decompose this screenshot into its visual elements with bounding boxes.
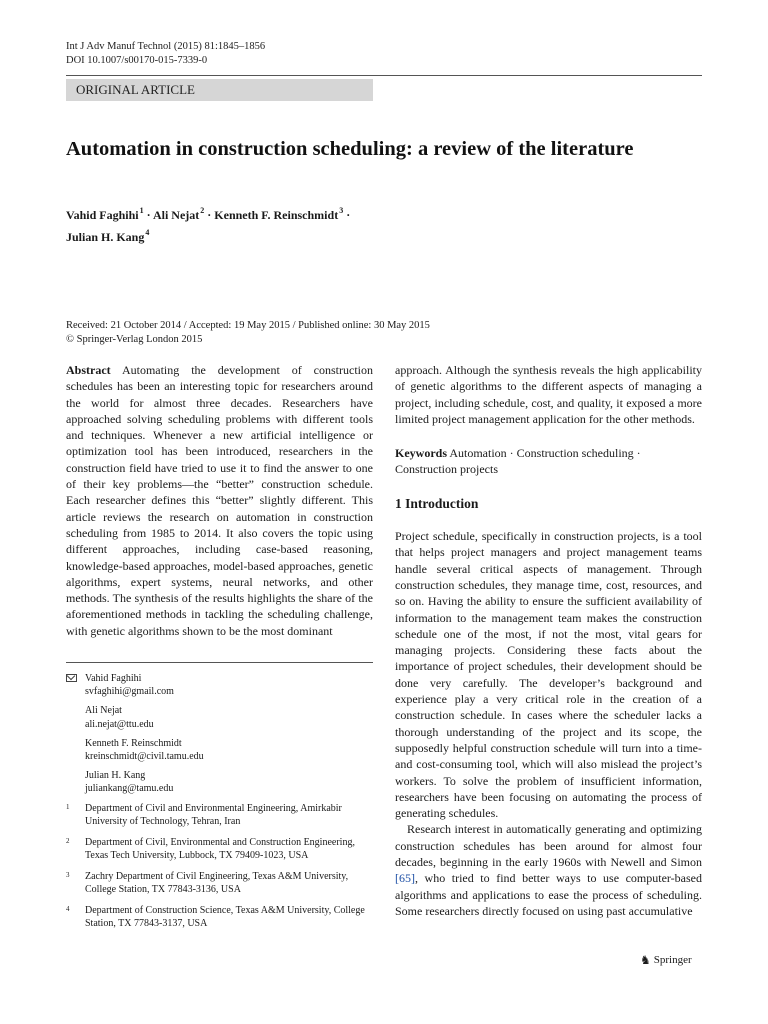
publisher-logo <box>640 953 692 967</box>
author-affil-number: 2 <box>200 206 205 215</box>
affiliation-number: 1 <box>66 803 70 811</box>
author-name[interactable]: Vahid Faghihi <box>66 208 139 222</box>
article-type-banner: ORIGINAL ARTICLE <box>66 79 373 101</box>
right-column <box>395 362 702 919</box>
author-separator: · <box>343 208 351 222</box>
intro-paragraph-2-start: Research interest in automatically generating and optimizing construction schedules has been around for almost four decades, beginning in the early 1960s with Newell and Simon <box>395 822 702 870</box>
affiliation-text: Zachry Department of Civil Engineering, Texas A&M University, College Station, TX 77843-3136, USA <box>85 871 349 895</box>
correspondent-email[interactable]: svfaghihi@gmail.com <box>85 686 174 698</box>
affiliations-block <box>66 802 373 938</box>
journal-citation: Int J Adv Manuf Technol (2015) 81:1845–1856 <box>66 41 266 52</box>
correspondent-email[interactable]: ali.nejat@ttu.edu <box>85 718 154 730</box>
keywords-text: Automation · Construction scheduling · Construction projects <box>395 446 641 477</box>
header-divider <box>66 75 702 76</box>
keywords-block <box>395 445 702 478</box>
author-affil-number: 3 <box>339 206 344 215</box>
footnote-divider <box>66 662 373 663</box>
author-affil-number: 4 <box>145 228 150 237</box>
correspondent-email[interactable]: kreinschmidt@civil.tamu.edu <box>85 751 204 763</box>
publisher-name: Springer <box>653 954 692 966</box>
author-name[interactable]: Julian H. Kang <box>66 230 145 244</box>
correspondent-name: Ali Nejat <box>85 705 122 717</box>
springer-horse-icon: ♞ <box>640 953 651 967</box>
keywords-label: Keywords <box>395 446 447 461</box>
abstract-continuation: approach. Although the synthesis reveals the high applicability of genetic algorithms to the different aspects of managing a project, including schedule, cost, and quality, it exposed a more limited project management application for the other methods. <box>395 363 702 426</box>
journal-header <box>66 40 265 68</box>
correspondence-entry <box>66 704 373 730</box>
affiliation-entry <box>66 802 373 828</box>
correspondent-email[interactable]: juliankang@tamu.edu <box>85 783 174 795</box>
correspondent-name: Vahid Faghihi <box>85 673 142 684</box>
copyright-notice: © Springer-Verlag London 2015 <box>66 334 203 345</box>
correspondence-block <box>66 672 373 802</box>
abstract-column <box>66 362 373 639</box>
received-accepted-published: Received: 21 October 2014 / Accepted: 19 May 2015 / Published online: 30 May 2015 <box>66 320 430 331</box>
author-name[interactable]: Ali Nejat <box>152 208 200 222</box>
section-heading-introduction: 1 Introduction <box>395 495 479 511</box>
author-name[interactable]: Kenneth F. Reinschmidt <box>214 208 339 222</box>
abstract-text: Automating the development of construction schedules has been an interesting topic for researchers around the world for almost three decades. Researchers have approached solving scheduling problems with different tools and techniques. Whenever a new artificial intelligence or optimization tool has been introduced, researchers in the construction field have tried to use it to find the answer to one of their key problems—the “better” construction schedule. Each researcher defines this “better” slightly different. This article reviews the research on automation in construction scheduling from 1985 to 2014. It also covers the topic using different approaches, including case-based reasoning, knowledge-based approaches, model-based approaches, genetic algorithms, expert systems, neural networks, and other methods. The synthesis of the results highlights the share of the aforementioned methods in tackling the scheduling challenge, with genetic algorithms shown to be the most dominant <box>66 363 373 638</box>
affiliation-number: 4 <box>66 905 70 913</box>
affiliation-text: Department of Civil, Environmental and Construction Engineering, Texas Tech University, Lubbock, TX 79409-1023, USA <box>85 837 355 861</box>
author-separator: · <box>143 208 153 222</box>
correspondent-name: Kenneth F. Reinschmidt <box>85 737 182 749</box>
doi-link[interactable]: DOI 10.1007/s00170-015-7339-0 <box>66 55 208 66</box>
correspondence-entry <box>66 769 373 795</box>
correspondence-entry <box>66 737 373 763</box>
affiliation-number: 2 <box>66 837 70 845</box>
intro-paragraph-2 <box>395 821 702 919</box>
affiliation-entry <box>66 904 373 930</box>
correspondence-entry <box>66 672 373 698</box>
intro-paragraph-2-end: , who tried to find better ways to use computer-based algorithms and applications to ease the process of scheduling. Some researchers directly focused on using past accumulative <box>395 871 702 918</box>
affiliation-entry <box>66 836 373 862</box>
article-title: Automation in construction scheduling: a review of the literature <box>66 138 634 160</box>
affiliation-number: 3 <box>66 871 70 879</box>
author-list <box>66 202 466 246</box>
affiliation-entry <box>66 870 373 896</box>
affiliation-text: Department of Construction Science, Texas A&M University, College Station, TX 77843-3137, USA <box>85 905 365 929</box>
author-separator: · <box>204 208 215 222</box>
affiliation-text: Department of Civil and Environmental Engineering, Amirkabir University of Technology, Tehran, Iran <box>85 803 342 827</box>
correspondent-name: Julian H. Kang <box>85 770 146 782</box>
abstract-label: Abstract <box>66 363 111 377</box>
citation-link[interactable]: [65] <box>395 871 415 886</box>
publication-dates <box>66 319 430 347</box>
intro-paragraph-1: Project schedule, specifically in construction projects, is a tool that helps project managers and project management teams handle several critical aspects of management. Through construction schedules, they manage time, cost, resources, and so on. Having the ability to ensure the sufficient availability of information to the management team makes the construction schedule one of the most, if not the most, vital gears for managing projects. Considering these facts about the importance of project schedules, their development should be done very carefully. The developer’s background and experience play a very critical role in the creation of a construction schedule. In cases where the scheduler lacks a thorough understanding of the project and its scope, the supposedly helpful construction schedule will turn into a time- and cost-consuming tool, which will also mislead the project’s workers. To solve the problem of insufficient information, researchers have been focusing on automating the process of generating schedules. <box>395 529 702 821</box>
mail-icon <box>66 672 85 698</box>
author-affil-number: 1 <box>139 206 144 215</box>
